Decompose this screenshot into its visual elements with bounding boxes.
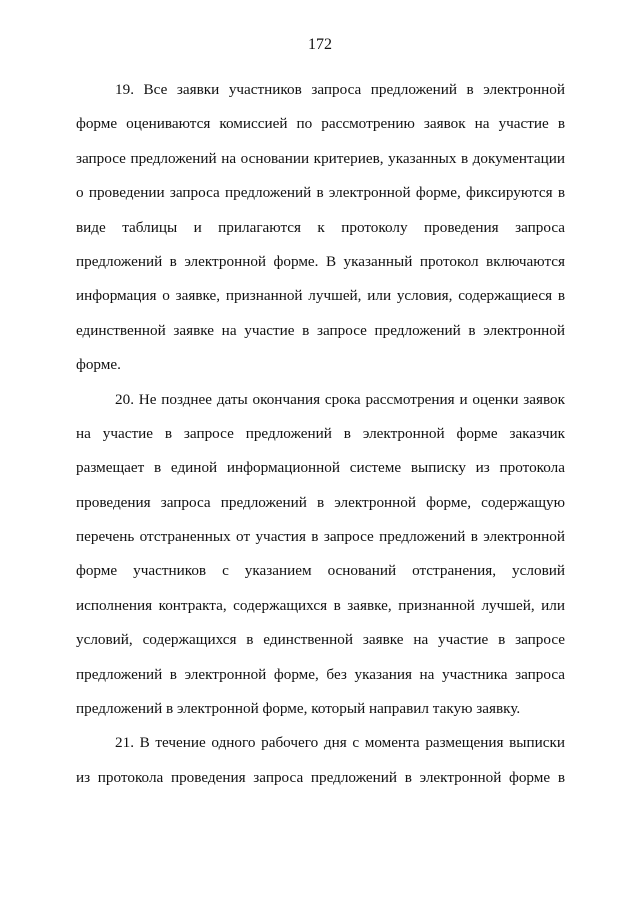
text-line: из протокола проведения запроса предложений в электронной форме в (76, 768, 565, 786)
text-line: информация о заявке, признанной лучшей, или условия, содержащиеся в (76, 287, 565, 305)
text-line: форме оцениваются комиссией по рассмотрению заявок на участие в (76, 115, 565, 133)
text-line: 21. В течение одного рабочего дня с момента размещения выписки (115, 734, 565, 752)
text-line: проведения запроса предложений в электронной форме, содержащую (76, 493, 565, 511)
paragraph-21 (76, 726, 565, 795)
text-line: предложений в электронной форме, который направил такую заявку. (76, 700, 521, 718)
text-line: предложений в электронной форме, без указания на участника запроса (76, 665, 565, 683)
text-line: форме участников с указанием оснований отстранения, условий (76, 562, 565, 580)
text-line: о проведении запроса предложений в электронной форме, фиксируются в (76, 184, 565, 202)
text-line: форме. (76, 356, 121, 374)
document-body (76, 73, 565, 795)
page-number: 172 (308, 36, 332, 53)
text-line: 19. Все заявки участников запроса предложений в электронной (115, 81, 565, 98)
text-line: 20. Не позднее даты окончания срока рассмотрения и оценки заявок (115, 390, 565, 408)
text-line: единственной заявке на участие в запросе предложений в электронной (76, 321, 565, 339)
text-line: условий, содержащихся в единственной заявке на участие в запросе (76, 631, 565, 649)
text-line: размещает в единой информационной системе выписку из протокола (76, 459, 565, 477)
paragraph-20 (76, 383, 565, 727)
paragraph-19 (76, 73, 565, 383)
text-line: исполнения контракта, содержащихся в заявке, признанной лучшей, или (76, 596, 565, 614)
text-line: запросе предложений на основании критериев, указанных в документации (76, 149, 565, 167)
text-line: виде таблицы и прилагаются к протоколу проведения запроса (76, 218, 565, 236)
text-line: на участие в запросе предложений в электронной форме заказчик (76, 424, 565, 442)
text-line: перечень отстраненных от участия в запросе предложений в электронной (76, 528, 565, 546)
text-line: предложений в электронной форме. В указанный протокол включаются (76, 252, 565, 270)
